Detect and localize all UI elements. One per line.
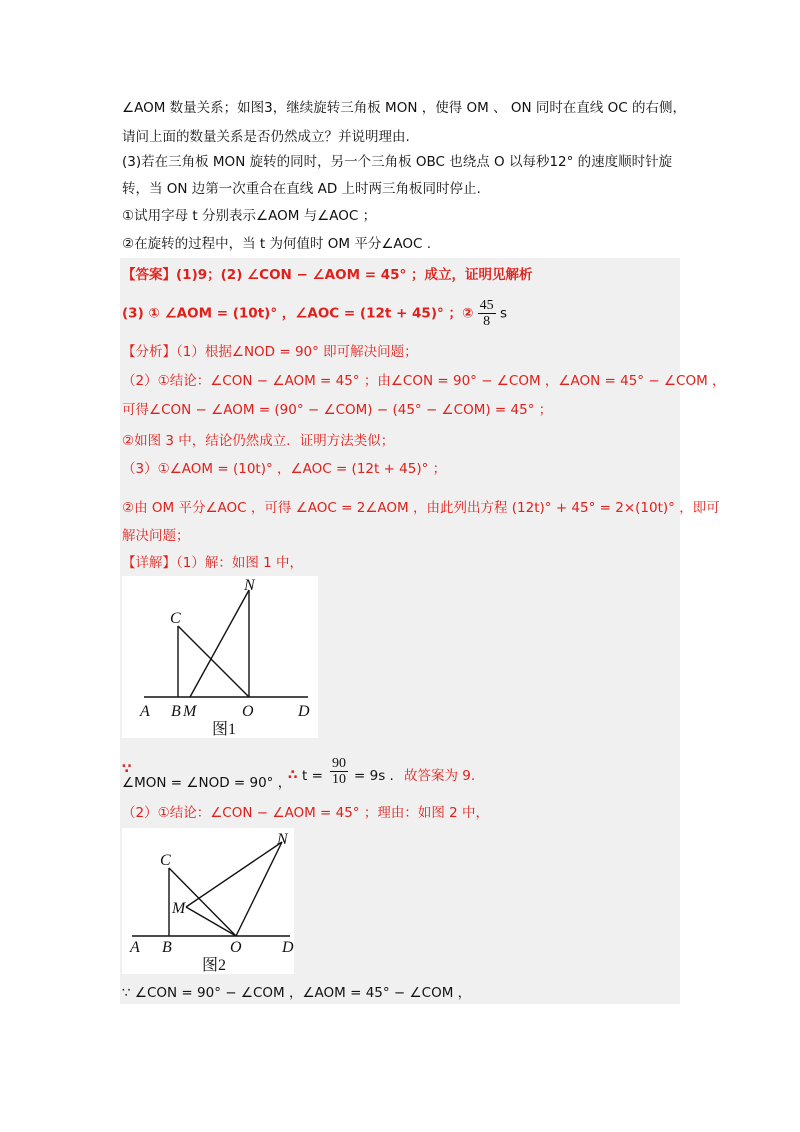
figure-2-diagram — [122, 828, 294, 974]
fig1-label-m: M — [183, 703, 197, 720]
fig2-label-a: A — [130, 939, 140, 956]
answer-unit: s — [499, 305, 508, 322]
fig2-label-n: N — [277, 831, 288, 848]
detail-conclusion: 故答案为 9. — [404, 768, 476, 784]
fig2-label-d: D — [282, 939, 294, 956]
fig1-label-a: A — [140, 703, 150, 720]
detail-fraction — [330, 756, 348, 787]
figure-1-diagram — [122, 576, 318, 738]
detail-t-res: = 9s . — [354, 768, 394, 784]
answer-line-2 — [122, 298, 507, 329]
fig1-label-n: N — [244, 577, 255, 594]
fig2-label-o: O — [230, 939, 242, 956]
intro-line-3: (3)若在三角板 MON 旋转的同时，另一个三角板 OBC 也绕点 O 以每秒12° 的速度顺时针旋 — [122, 154, 673, 170]
analysis-line-2: （2）①结论：∠CON − ∠AOM = 45° ；由∠CON = 90° − ∠COM ，∠AON = 45° − ∠COM ， — [122, 373, 726, 389]
intro-line-6: ②在旋转的过程中，当 t 为何值时 OM 平分∠AOC . — [122, 236, 432, 252]
analysis-line-1: 【分析】（1）根据∠NOD = 90° 即可解决问题； — [122, 344, 418, 360]
fig2-label-m: M — [172, 900, 186, 917]
detail-eq-1: ∠MON = ∠NOD = 90° ， — [122, 775, 292, 791]
because-symbol: ∵ — [122, 761, 132, 777]
fig1-label-d: D — [298, 703, 310, 720]
intro-line-1: ∠AOM 数量关系；如图3，继续旋转三角板 MON ，使得 OM 、 ON 同时在直线 OC 的右侧， — [122, 100, 687, 116]
fig1-caption: 图1 — [212, 721, 237, 738]
detail-frac-num: 90 — [332, 756, 346, 771]
last-line: ∵ ∠CON = 90° − ∠COM ，∠AOM = 45° − ∠COM ， — [122, 985, 472, 1001]
answer-line-1: 【答案】(1)9；(2) ∠CON − ∠AOM = 45° ；成立，证明见解析 — [122, 267, 533, 283]
answer-fraction — [478, 298, 496, 329]
intro-line-2: 请问上面的数量关系是否仍然成立？并说明理由. — [122, 129, 410, 145]
therefore-symbol: ∴ — [288, 767, 298, 783]
analysis-line-5: （3）①∠AOM = (10t)° ，∠AOC = (12t + 45)° ； — [122, 461, 447, 477]
fig2-label-c: C — [160, 852, 171, 869]
detail-frac-den: 10 — [332, 772, 346, 787]
intro-line-4: 转，当 ON 边第一次重合在直线 AD 上时两三角板同时停止. — [122, 181, 481, 197]
fig1-label-o: O — [242, 703, 254, 720]
analysis-line-6: ②由 OM 平分∠AOC ，可得 ∠AOC = 2∠AOM ，由此列出方程 (12t)° + 45° = 2×(10t)° ，即可 — [122, 500, 720, 516]
fig2-caption: 图2 — [202, 957, 227, 974]
figure-1 — [122, 576, 318, 738]
figure-2 — [122, 828, 294, 974]
fig1-label-c: C — [170, 610, 181, 627]
answer-frac-num: 45 — [479, 298, 494, 313]
detail-line-2: （2）①结论：∠CON − ∠AOM = 45° ；理由：如图 2 中， — [122, 805, 489, 821]
answer-part3: (3) ① ∠AOM = (10t)° ，∠AOC = (12t + 45)° ；② — [122, 305, 474, 322]
analysis-line-7: 解决问题； — [122, 528, 190, 544]
analysis-line-4: ②如图 3 中，结论仍然成立．证明方法类似； — [122, 433, 395, 449]
intro-line-5: ①试用字母 t 分别表示∠AOM 与∠AOC ； — [122, 208, 377, 224]
answer-frac-den: 8 — [483, 314, 491, 329]
detail-t-eq: t = — [302, 768, 323, 784]
fig2-label-b: B — [162, 939, 172, 956]
detail-heading: 【详解】（1）解：如图 1 中， — [122, 555, 304, 571]
analysis-line-3: 可得∠CON − ∠AOM = (90° − ∠COM) − (45° − ∠COM) = 45° ； — [122, 402, 553, 418]
fig1-label-b: B — [171, 703, 181, 720]
